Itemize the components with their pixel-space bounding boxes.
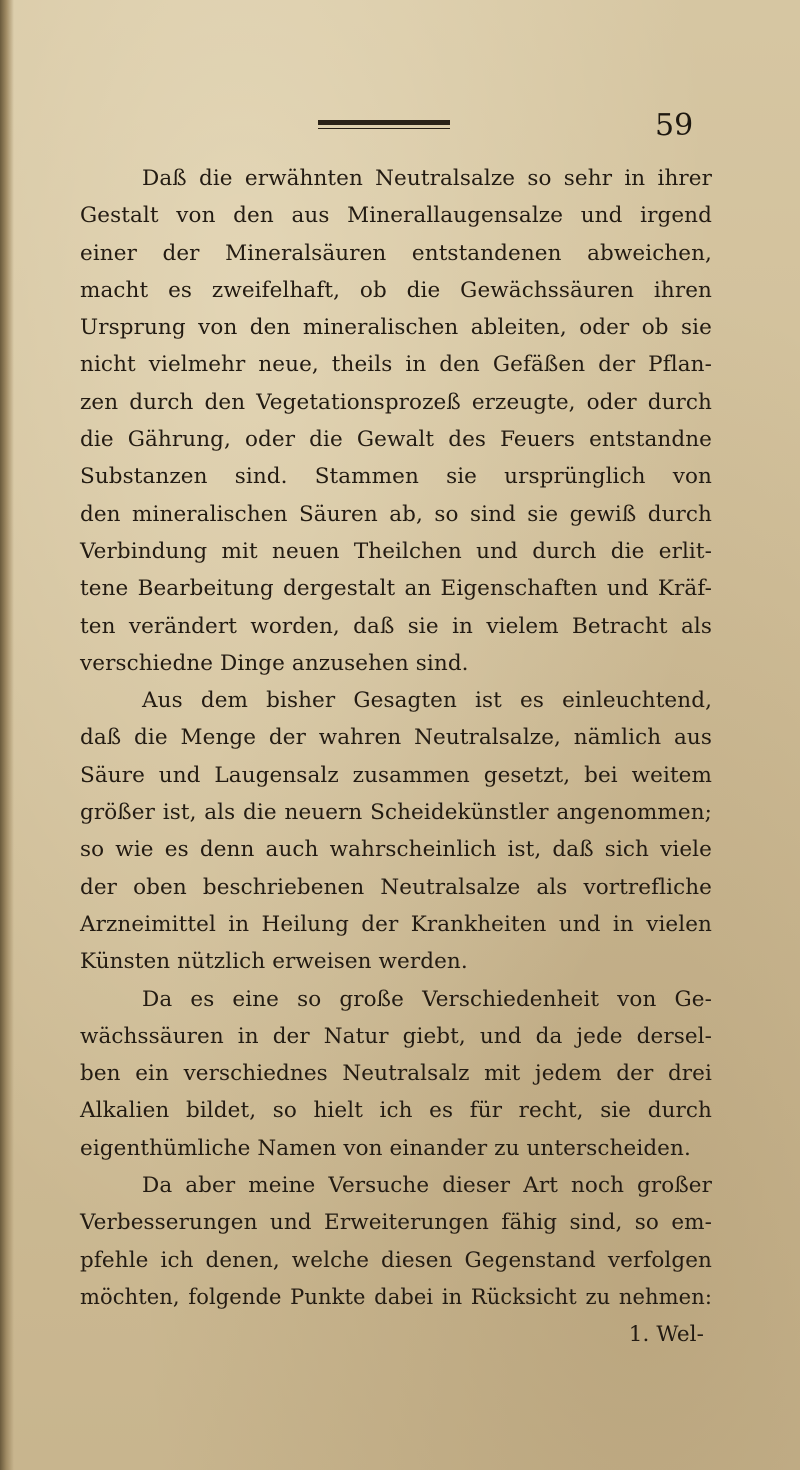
text-line-29: Verbesserungen und Erweiterungen fähig sind, so em- bbox=[80, 1210, 712, 1236]
text-line-28: Da aber meine Versuche dieser Art noch großer bbox=[142, 1173, 712, 1199]
text-line-14: verschiedne Dinge anzusehen sind. bbox=[80, 650, 469, 676]
text-line-1: Daß die erwähnten Neutralsalze so sehr in ihrer bbox=[142, 166, 712, 191]
text-line-17: Säure und Laugensalz zusammen gesetzt, bei weitem bbox=[80, 762, 712, 788]
text-line-26: Alkalien bildet, so hielt ich es für recht, sie durch bbox=[80, 1098, 712, 1124]
text-line-23: Da es eine so große Verschiedenheit von Ge- bbox=[142, 986, 712, 1012]
page-number: 59 bbox=[655, 108, 694, 143]
text-line-18: größer ist, als die neuern Scheidekünstler angenommen; bbox=[80, 800, 712, 826]
text-line-25: ben ein verschiednes Neutralsalz mit jedem der drei bbox=[80, 1061, 712, 1087]
text-line-22: Künsten nützlich erweisen werden. bbox=[80, 949, 468, 975]
text-line-6: nicht vielmehr neue, theils in den Gefäßen der Pflan- bbox=[80, 352, 712, 378]
text-line-12: tene Bearbeitung dergestalt an Eigenschaften und Kräf- bbox=[80, 576, 712, 602]
body-text bbox=[80, 160, 712, 1354]
text-line-31: möchten, folgende Punkte dabei in Rücksicht zu nehmen: bbox=[80, 1284, 712, 1309]
text-line-24: wächssäuren in der Natur giebt, und da jede dersel- bbox=[80, 1023, 712, 1049]
text-line-3: einer der Mineralsäuren entstandenen abweichen, bbox=[80, 240, 712, 266]
text-line-7: zen durch den Vegetationsprozeß erzeugte, oder durch bbox=[80, 389, 712, 415]
page-binding-edge bbox=[0, 0, 14, 1470]
text-line-4: macht es zweifelhaft, ob die Gewächssäuren ihren bbox=[80, 277, 712, 303]
text-line-13: ten verändert worden, daß sie in vielem Betracht als bbox=[80, 613, 712, 639]
text-line-20: der oben beschriebenen Neutralsalze als vortrefliche bbox=[80, 874, 712, 900]
text-line-9: Substanzen sind. Stammen sie ursprünglich von bbox=[80, 464, 712, 490]
text-line-19: so wie es denn auch wahrscheinlich ist, daß sich viele bbox=[80, 837, 712, 863]
text-line-15: Aus dem bisher Gesagten ist es einleuchtend, bbox=[142, 688, 712, 714]
text-line-10: den mineralischen Säuren ab, so sind sie gewiß durch bbox=[80, 501, 712, 527]
header-rule-thin bbox=[318, 128, 450, 129]
text-line-30: pfehle ich denen, welche diesen Gegenstand verfolgen bbox=[80, 1247, 712, 1273]
catchword: 1. Wel- bbox=[628, 1322, 704, 1348]
text-line-21: Arzneimittel in Heilung der Krankheiten und in vielen bbox=[80, 911, 712, 937]
text-line-2: Gestalt von den aus Minerallaugensalze und irgend bbox=[80, 203, 712, 229]
text-line-11: Verbindung mit neuen Theilchen und durch die erlit- bbox=[80, 538, 712, 564]
text-line-27: eigenthümliche Namen von einander zu unterscheiden. bbox=[80, 1135, 691, 1161]
header-rule-thick bbox=[318, 120, 450, 125]
text-line-16: daß die Menge der wahren Neutralsalze, nämlich aus bbox=[80, 725, 712, 751]
header-rule bbox=[318, 120, 450, 130]
text-line-8: die Gährung, oder die Gewalt des Feuers entstandne bbox=[80, 427, 712, 453]
text-line-5: Ursprung von den mineralischen ableiten, oder ob sie bbox=[80, 315, 712, 341]
